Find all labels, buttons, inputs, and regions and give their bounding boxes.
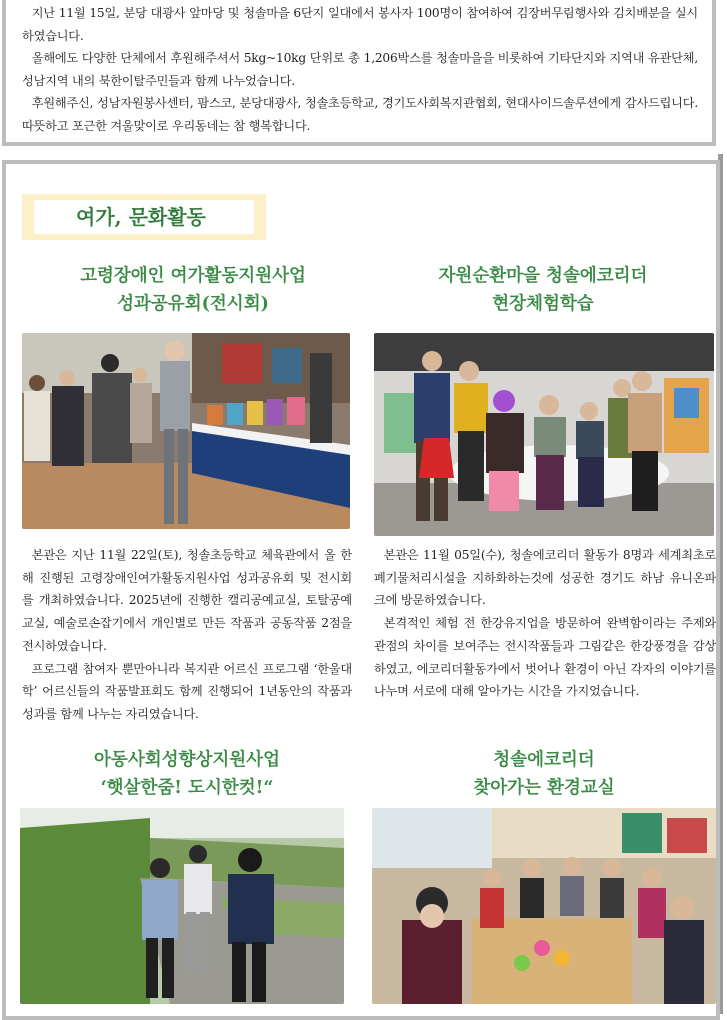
children-photo [20, 808, 344, 1004]
article-title-line: 아동사회성향상지원사업 [94, 750, 280, 770]
section-header [22, 194, 266, 240]
children-photo-image [20, 808, 344, 1004]
article-title-line: 청솔에코리더 [493, 750, 595, 770]
top-article-paragraph: 올해에도 다양한 단체에서 후원해주셔서 5kg~10kg 단위로 총 1,206박스를 청솔마을을 비롯하여 기타단지와 지역내 유관단체, 성남지역 내의 북한이탈주민들과 함께 나누었습니다. [22, 51, 698, 88]
article-body-eco-trip [374, 544, 716, 703]
article-paragraph: 본격적인 체험 전 한강유지업을 방문하여 완벽함이라는 주제와 관점의 차이를 보여주는 전시작품들과 그림같은 한강풍경을 감상하였고, 에코리더활동가에서 벗어나 환경이 아닌 각자의 이야기를 나누며 서로에 대해 알아가는 시간을 가지었습니다. [374, 616, 716, 699]
top-article-text [6, 2, 712, 137]
article-title-line: 고령장애인 여가활동지원사업 [80, 266, 306, 286]
exhibition-photo [22, 333, 350, 529]
article-title-line: 현장체험학습 [492, 294, 594, 314]
article-title-line: 성과공유회(전시회) [117, 294, 269, 314]
article-paragraph: 본관은 11월 05일(수), 청솔에코리더 활동가 8명과 세계최초로 폐기물처리시설을 지하화하는것에 성공한 경기도 하남 유니온파크에 방문하였습니다. [374, 548, 716, 608]
top-article-paragraph: 지난 11월 15일, 분당 대광사 앞마당 및 청솔마을 6단지 일대에서 봉사자 100명이 참여하여 김장버무림행사와 김치배분을 실시하였습니다. [22, 6, 698, 43]
article-title-line: 찾아가는 환경교실 [473, 778, 615, 798]
article-paragraph: 본관은 지난 11월 22일(토), 청솔초등학교 체육관에서 올 한해 진행된 고령장애인여가활동지원사업 성과공유회 및 전시회를 개최하였습니다. 2025년에 진행한 캘리공예교실, 토탈공예교실, 예술로손잡기에서 개인별로 만든 작품과 공동작품 2점을 전시하였습니다. [22, 548, 352, 653]
top-article-paragraph: 후원해주신, 성남자원봉사센터, 팜스코, 분당대광사, 청솔초등학교, 경기도사회복지관협회, 현대사이드솔루션에게 감사드립니다. 따뜻하고 포근한 겨울맞이로 우리동네는 참 행복합니다. [22, 96, 698, 133]
culture-section-box [2, 160, 720, 1020]
eco-trip-photo-image [374, 333, 714, 536]
classroom-photo [372, 808, 716, 1004]
exhibition-photo-image [22, 333, 350, 529]
article-title-line: ‘햇살한줌! 도시한컷!“ [100, 778, 274, 798]
article-title-classroom [374, 746, 714, 802]
top-article-box [2, 0, 716, 146]
article-title-eco-trip [376, 262, 710, 318]
section-title: 여가, 문화활동 [34, 200, 254, 234]
article-title-children [22, 746, 352, 802]
article-paragraph: 프로그램 참여자 뿐만아니라 복지관 어르신 프로그램 ‘한울대학’ 어르신들의 작품발표회도 함께 진행되어 1년동안의 작품과 성과를 함께 나누는 자리였습니다. [22, 661, 352, 721]
article-title-exhibition [28, 262, 358, 318]
classroom-photo-image [372, 808, 716, 1004]
article-body-exhibition [22, 544, 352, 726]
eco-trip-photo [374, 333, 714, 536]
article-title-line: 자원순환마을 청솔에코리더 [438, 266, 648, 286]
